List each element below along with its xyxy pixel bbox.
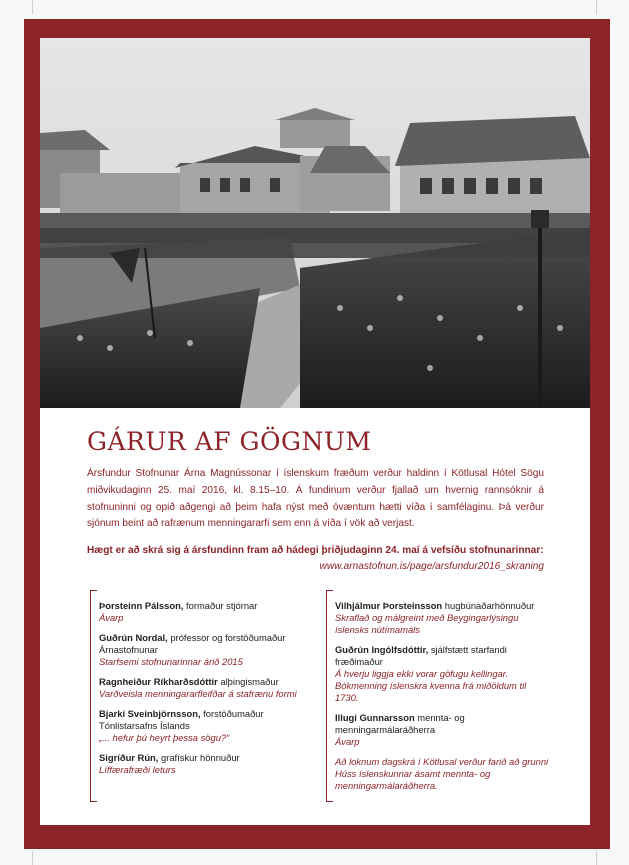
speaker-role: formaður stjórnar [183, 600, 258, 611]
speaker-name: Sigríður Rún, [99, 752, 159, 763]
speaker-name: Ragnheiður Ríkharðsdóttir [99, 676, 218, 687]
speaker-role: hugbúnaðarhönnuður [442, 600, 535, 611]
crop-mark [596, 0, 597, 14]
program-right-column [326, 590, 551, 802]
program-entry [99, 752, 312, 776]
column-rule-tick [326, 590, 333, 591]
registration-url[interactable]: www.arnastofnun.is/page/arsfundur2016_skraning [319, 561, 544, 572]
speaker-name: Guðrún Nordal, [99, 632, 168, 643]
speaker-name: Þorsteinn Pálsson, [99, 600, 184, 611]
closing-note: Að loknum dagskrá í Kötlusal verður farið að grunni Húss íslenskunnar ásamt mennta- og menningarmálaráðherra. [335, 756, 549, 791]
talk-title: Starfsemi stofnunarinnar árið 2015 [99, 656, 243, 667]
speaker-role: prófessor og forstöðumaður Árnastofnunar [99, 632, 286, 655]
talk-title: Ávarp [335, 736, 360, 747]
poster-title: GÁRUR AF GÖGNUM [87, 427, 372, 456]
program-list [99, 600, 312, 784]
program-entry [99, 600, 312, 624]
talk-title: Á hverju liggja ekki vorar göfugu kellingar. Bókmenning íslenskra kvenna frá miðöldum til 1730. [335, 668, 527, 703]
column-rule-tick [326, 801, 333, 802]
column-rule [326, 590, 327, 802]
registration-note [87, 543, 544, 575]
program-entry [99, 676, 312, 700]
program-left-column [90, 590, 312, 802]
speaker-role: forstöðumaður Tónlistarsafns Íslands [99, 708, 264, 731]
speaker-role: grafískur hönnuður [158, 752, 240, 763]
program-entry [99, 632, 312, 668]
crop-mark [596, 851, 597, 865]
program-entry [99, 708, 312, 744]
talk-title: Varðveisla menningararfleifðar á stafrænu formi [99, 688, 297, 699]
talk-title: Líffærafræði leturs [99, 764, 176, 775]
talk-title: Ávarp [99, 612, 124, 623]
speaker-name: Bjarki Sveinbjörnsson, [99, 708, 201, 719]
speaker-role: alþingismaður [217, 676, 279, 687]
program-entry [335, 600, 551, 636]
column-rule-tick [90, 801, 97, 802]
column-rule [90, 590, 91, 802]
crop-mark [32, 0, 33, 14]
talk-title: „... hefur þú heyrt þessa sögu?“ [99, 732, 230, 743]
historic-crowd-photo [40, 38, 590, 408]
speaker-role: mennta- og menningarmálaráðherra [335, 712, 465, 735]
program-list [335, 600, 551, 792]
speaker-name: Guðrún Ingólfsdóttir, [335, 644, 429, 655]
speaker-name: Vilhjálmur Þorsteinsson [335, 600, 443, 611]
program-entry [335, 644, 551, 704]
speaker-role: sjálfstætt starfandi fræðimaður [335, 644, 507, 667]
column-rule-tick [90, 590, 97, 591]
intro-paragraph: Ársfundur Stofnunar Árna Magnússonar í íslenskum fræðum verður haldinn í Kötlusal Hótel Sögu miðvikudaginn 25. maí 2016, kl. 8.15–10. Á fundinum verður fjallað um hvernig rannsóknir á stofnuninni og opið aðgengi að þeim hafa nýst með óvæntum hætti víða í samfélaginu. Þá verður sjónum beint að rafrænum menningararfi sem enn á víða í vök að verjast. [87, 468, 544, 530]
program-entry [335, 712, 551, 748]
registration-text: Hægt er að skrá sig á ársfundinn fram að hádegi þriðjudaginn 24. maí á vefsíðu stofnunarinnar: [87, 545, 544, 556]
speaker-name: Illugi Gunnarsson [335, 712, 415, 723]
talk-title: Skraflað og málgreint með Beygingarlýsingu íslensks nútímamáls [335, 612, 519, 635]
crop-mark [32, 851, 33, 865]
